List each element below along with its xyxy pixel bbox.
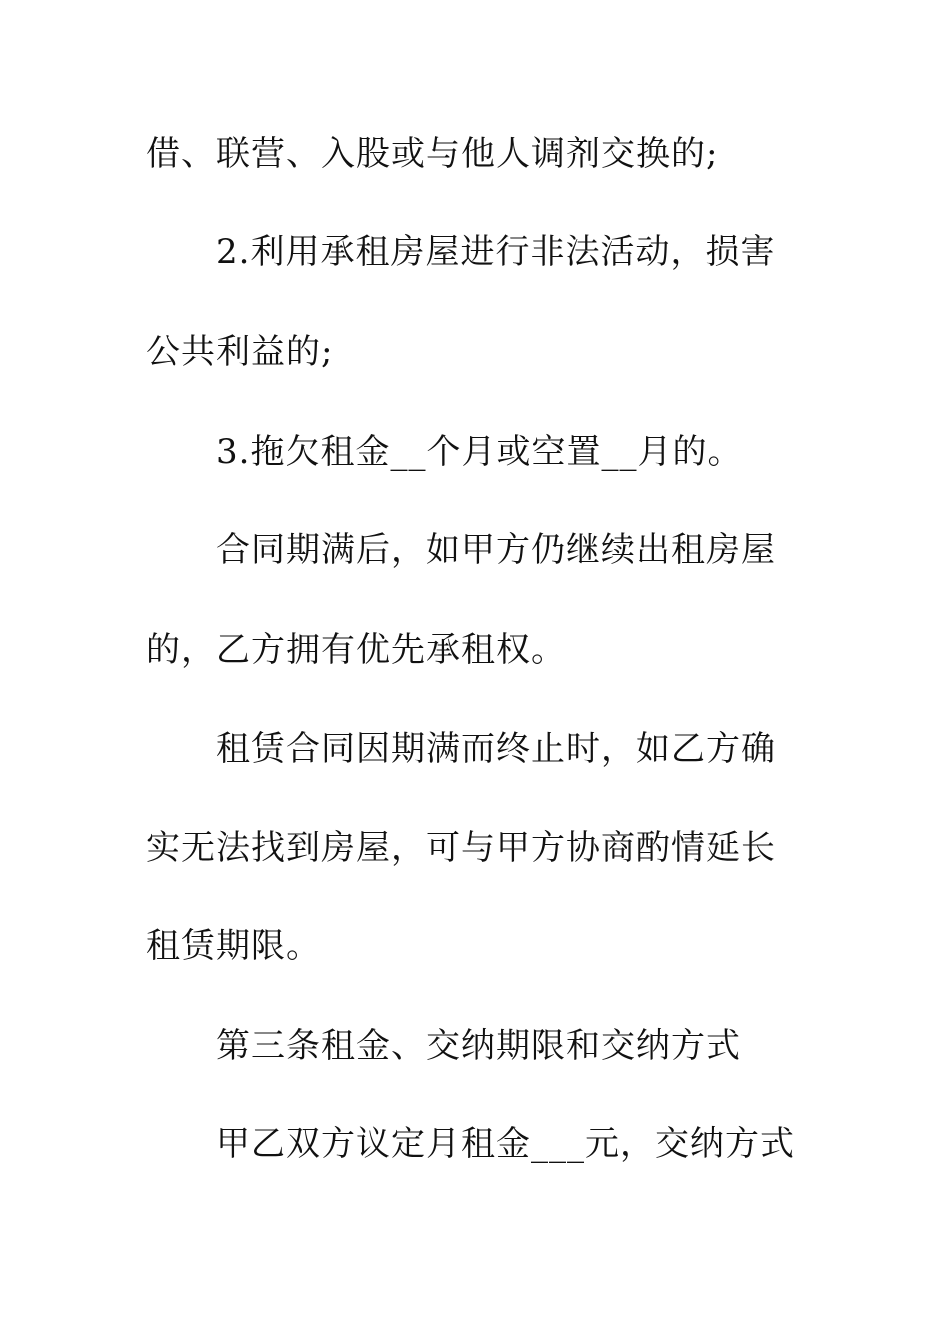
text-line-2: 2.利用承租房屋进行非法活动，损害 [216,232,776,272]
text-line-3: 公共利益的; [146,332,334,372]
text-line-11: 甲乙双方议定月租金___元，交纳方式 [216,1124,795,1164]
text-line-4: 3.拖欠租金__个月或空置__月的。 [216,432,743,472]
text-line-1: 借、联营、入股或与他人调剂交换的; [146,134,719,174]
text-line-7: 租赁合同因期满而终止时，如乙方确 [216,729,776,769]
text-line-6: 的，乙方拥有优先承租权。 [146,630,566,670]
text-line-5: 合同期满后，如甲方仍继续出租房屋 [216,530,776,570]
text-line-8: 实无法找到房屋，可与甲方协商酌情延长 [146,828,776,868]
text-line-10: 第三条租金、交纳期限和交纳方式 [216,1026,741,1066]
text-line-9: 租赁期限。 [146,926,321,966]
